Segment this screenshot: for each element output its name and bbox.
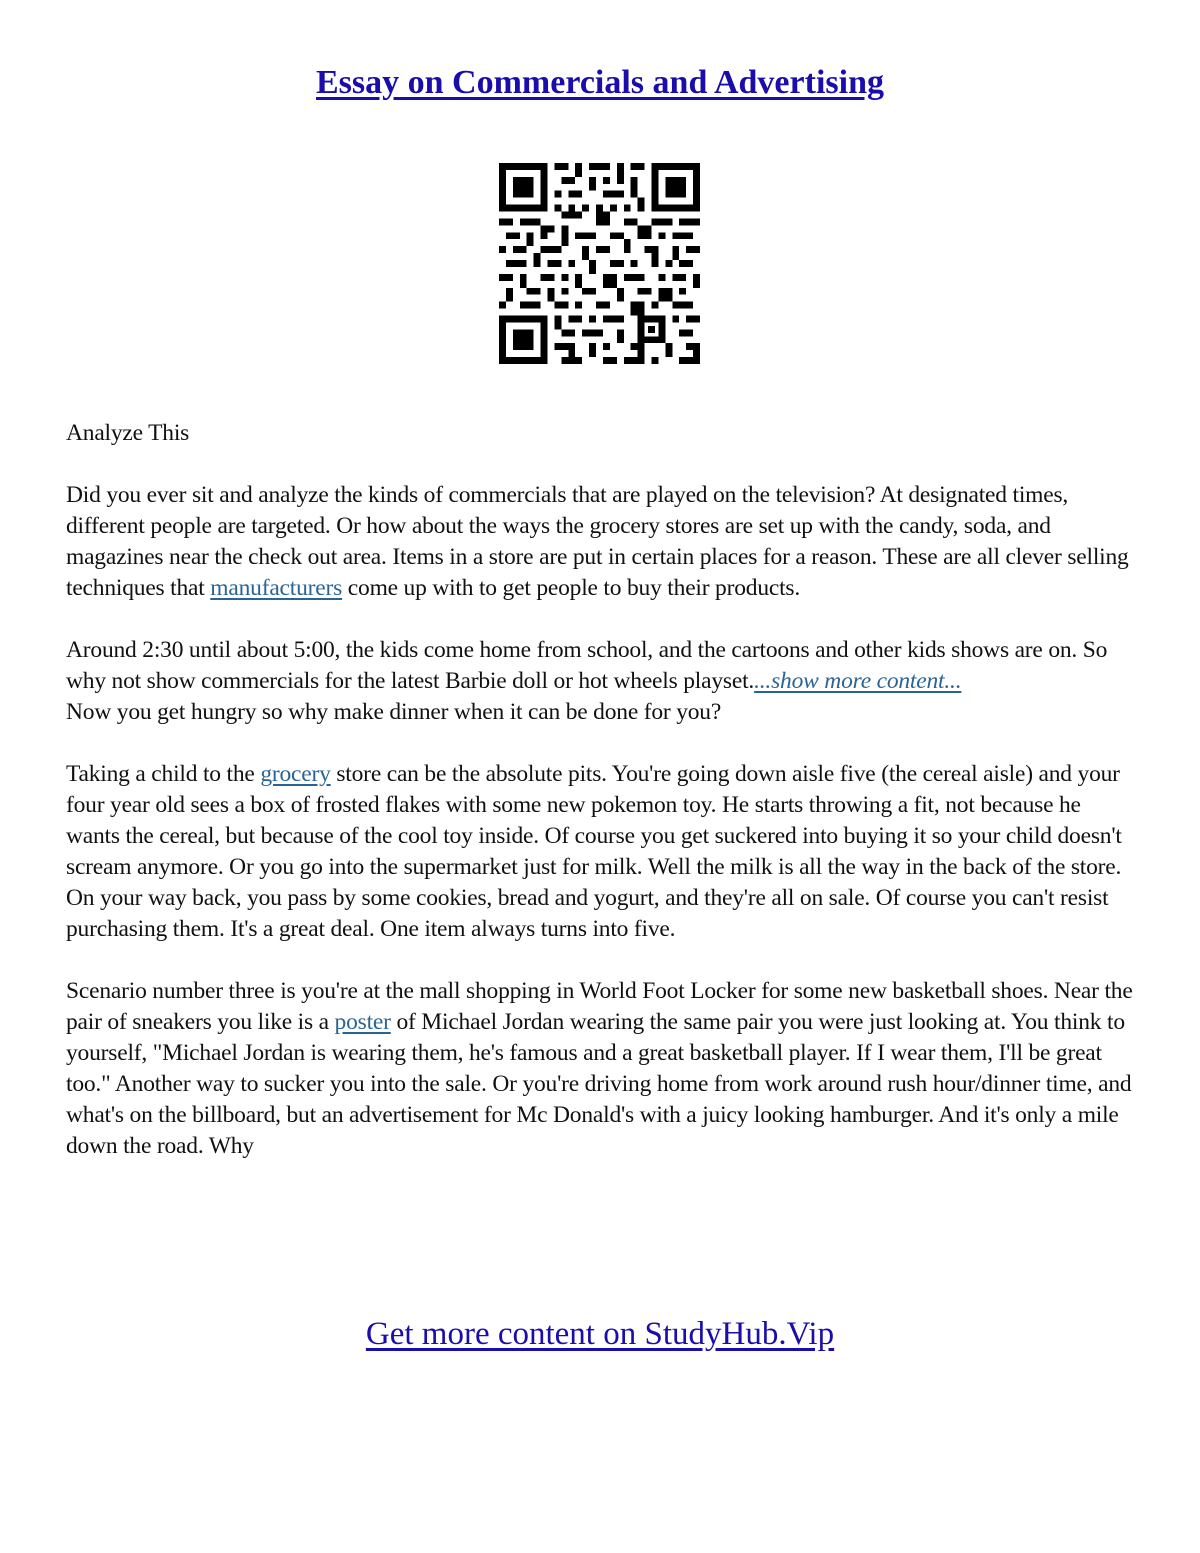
poster-link[interactable]: poster [334, 1009, 391, 1035]
paragraph-5-text-a: Scenario number three is you're at the mall shopping in World Foot Locker for some new basketball shoes. Near the pair of sneakers you like is a [66, 978, 1133, 1035]
paragraph-3: Now you get hungry so why make dinner when it can be done for you? [66, 699, 722, 725]
paragraph-1-text-a: Did you ever sit and analyze the kinds of commercials that are played on the television? At designated times, different people are targeted. Or how about the ways the grocery stores are set up with the candy, soda, and magazines near the check out area. Items in a store are put in certain places for a reason. These are all clever selling techniques that [66, 482, 1129, 601]
essay-body [66, 418, 1136, 1193]
show-more-link[interactable]: ...show more content... [754, 668, 962, 694]
paragraph-1-text-b: come up with to get people to buy their products. [342, 575, 801, 601]
document-title-link[interactable]: Essay on Commercials and Advertising [316, 64, 884, 101]
manufacturers-link[interactable]: manufacturers [210, 575, 343, 601]
paragraph-2-text: Around 2:30 until about 5:00, the kids come home from school, and the cartoons and other kids shows are on. So why not show commercials for the latest Barbie doll or hot wheels playset. [66, 637, 1108, 694]
paragraph-5-text-b: of Michael Jordan wearing the same pair you were just looking at. You think to yourself, "Michael Jordan is wearing them, he's famous and a great basketball player. If I wear them, I'll be great too." Another way to sucker you into the sale. Or you're driving home from work around rush hour/dinner time, and what's on the billboard, but an advertisement for Mc Donald's with a juicy looking hamburger. And it's only a mile down the road. Why [66, 1009, 1132, 1159]
paragraph-1 [66, 480, 1136, 604]
paragraph-2 [66, 635, 1136, 697]
paragraph-4-text-a: Taking a child to the [66, 761, 261, 787]
paragraph-4-text-b: store can be the absolute pits. You're going down aisle five (the cereal aisle) and your four year old sees a box of frosted flakes with some new pokemon toy. He starts throwing a fit, not because he wants the cereal, but because of the cool toy inside. Of course you get suckered into buying it so your child doesn't scream anymore. Or you go into the supermarket just for milk. Well the milk is all the way in the back of the store. On your way back, you pass by some cookies, bread and yogurt, and they're all on sale. Of course you can't resist purchasing them. It's a great deal. One item always turns into five. [66, 761, 1122, 942]
grocery-link[interactable]: grocery [260, 761, 331, 787]
qr-code [499, 163, 700, 364]
paragraph-4 [66, 759, 1136, 945]
studyhub-footer-link[interactable]: Get more content on StudyHub.Vip [365, 1316, 835, 1352]
paragraph-5 [66, 976, 1136, 1162]
section-heading: Analyze This [66, 420, 190, 446]
qr-code-graphic [499, 163, 700, 364]
